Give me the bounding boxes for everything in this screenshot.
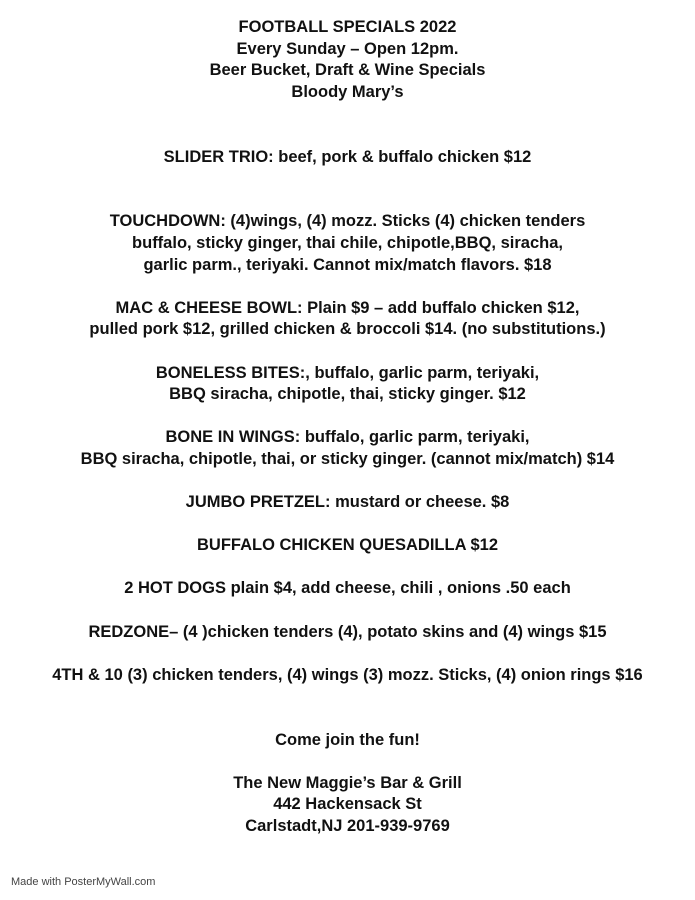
spacer [0, 341, 695, 363]
closing-line: Come join the fun! [275, 730, 420, 749]
menu-item-jumbo-pretzel: JUMBO PRETZEL: mustard or cheese. $8 [185, 493, 510, 512]
bone-in-line-2: BBQ siracha, chipotle, thai, or sticky ginger. (cannot mix/match) $14 [80, 449, 615, 468]
flyer-content [0, 17, 695, 838]
menu-item-quesadilla: BUFFALO CHICKEN QUESADILLA $12 [197, 536, 498, 555]
touchdown-line-1: TOUCHDOWN: (4)wings, (4) mozz. Sticks (4) chicken tenders [109, 212, 586, 231]
boneless-line-1: BONELESS BITES:, buffalo, garlic parm, teriyaki, [155, 363, 540, 382]
touchdown-line-2: buffalo, sticky ginger, thai chile, chipotle,BBQ, siracha, [132, 233, 563, 252]
spacer [0, 643, 695, 665]
spacer [0, 276, 695, 298]
menu-item-touchdown [0, 211, 695, 276]
menu-item-hot-dogs: 2 HOT DOGS plain $4, add cheese, chili , onions .50 each [124, 579, 571, 598]
menu-item-boneless-bites [0, 363, 695, 406]
menu-item-redzone: REDZONE– (4 )chicken tenders (4), potato skins and (4) wings $15 [88, 622, 607, 641]
mac-cheese-line-1: MAC & CHEESE BOWL: Plain $9 – add buffalo chicken $12, [115, 298, 580, 317]
menu-item-4th-and-10: 4TH & 10 (3) chicken tenders, (4) wings (3) mozz. Sticks, (4) onion rings $16 [52, 665, 643, 684]
menu-item-slider-trio: SLIDER TRIO: beef, pork & buffalo chicken $12 [163, 147, 532, 166]
postermywall-credit: Made with PosterMyWall.com [11, 876, 156, 888]
venue-block [0, 773, 695, 838]
spacer [0, 514, 695, 536]
boneless-line-2: BBQ siracha, chipotle, thai, sticky ginger. $12 [169, 385, 526, 404]
venue-address: 442 Hackensack St [273, 795, 422, 814]
spacer [0, 470, 695, 492]
bloody-mary-line: Bloody Mary’s [291, 82, 404, 101]
touchdown-line-3: garlic parm., teriyaki. Cannot mix/match flavors. $18 [143, 255, 552, 274]
spacer [0, 406, 695, 428]
spacer [0, 103, 695, 146]
spacer [0, 686, 695, 729]
menu-item-mac-cheese [0, 298, 695, 341]
venue-name: The New Maggie’s Bar & Grill [233, 773, 462, 792]
header-block [0, 17, 695, 103]
spacer [0, 168, 695, 211]
spacer [0, 751, 695, 773]
spacer [0, 557, 695, 579]
menu-item-bone-in-wings [0, 427, 695, 470]
open-hours-line: Every Sunday – Open 12pm. [236, 39, 459, 58]
bone-in-line-1: BONE IN WINGS: buffalo, garlic parm, teriyaki, [165, 428, 530, 447]
venue-city-phone: Carlstadt,NJ 201-939-9769 [245, 816, 450, 835]
spacer [0, 600, 695, 622]
mac-cheese-line-2: pulled pork $12, grilled chicken & broccoli $14. (no substitutions.) [89, 320, 606, 339]
flyer-title: FOOTBALL SPECIALS 2022 [238, 18, 457, 36]
drink-specials-line: Beer Bucket, Draft & Wine Specials [209, 61, 486, 80]
